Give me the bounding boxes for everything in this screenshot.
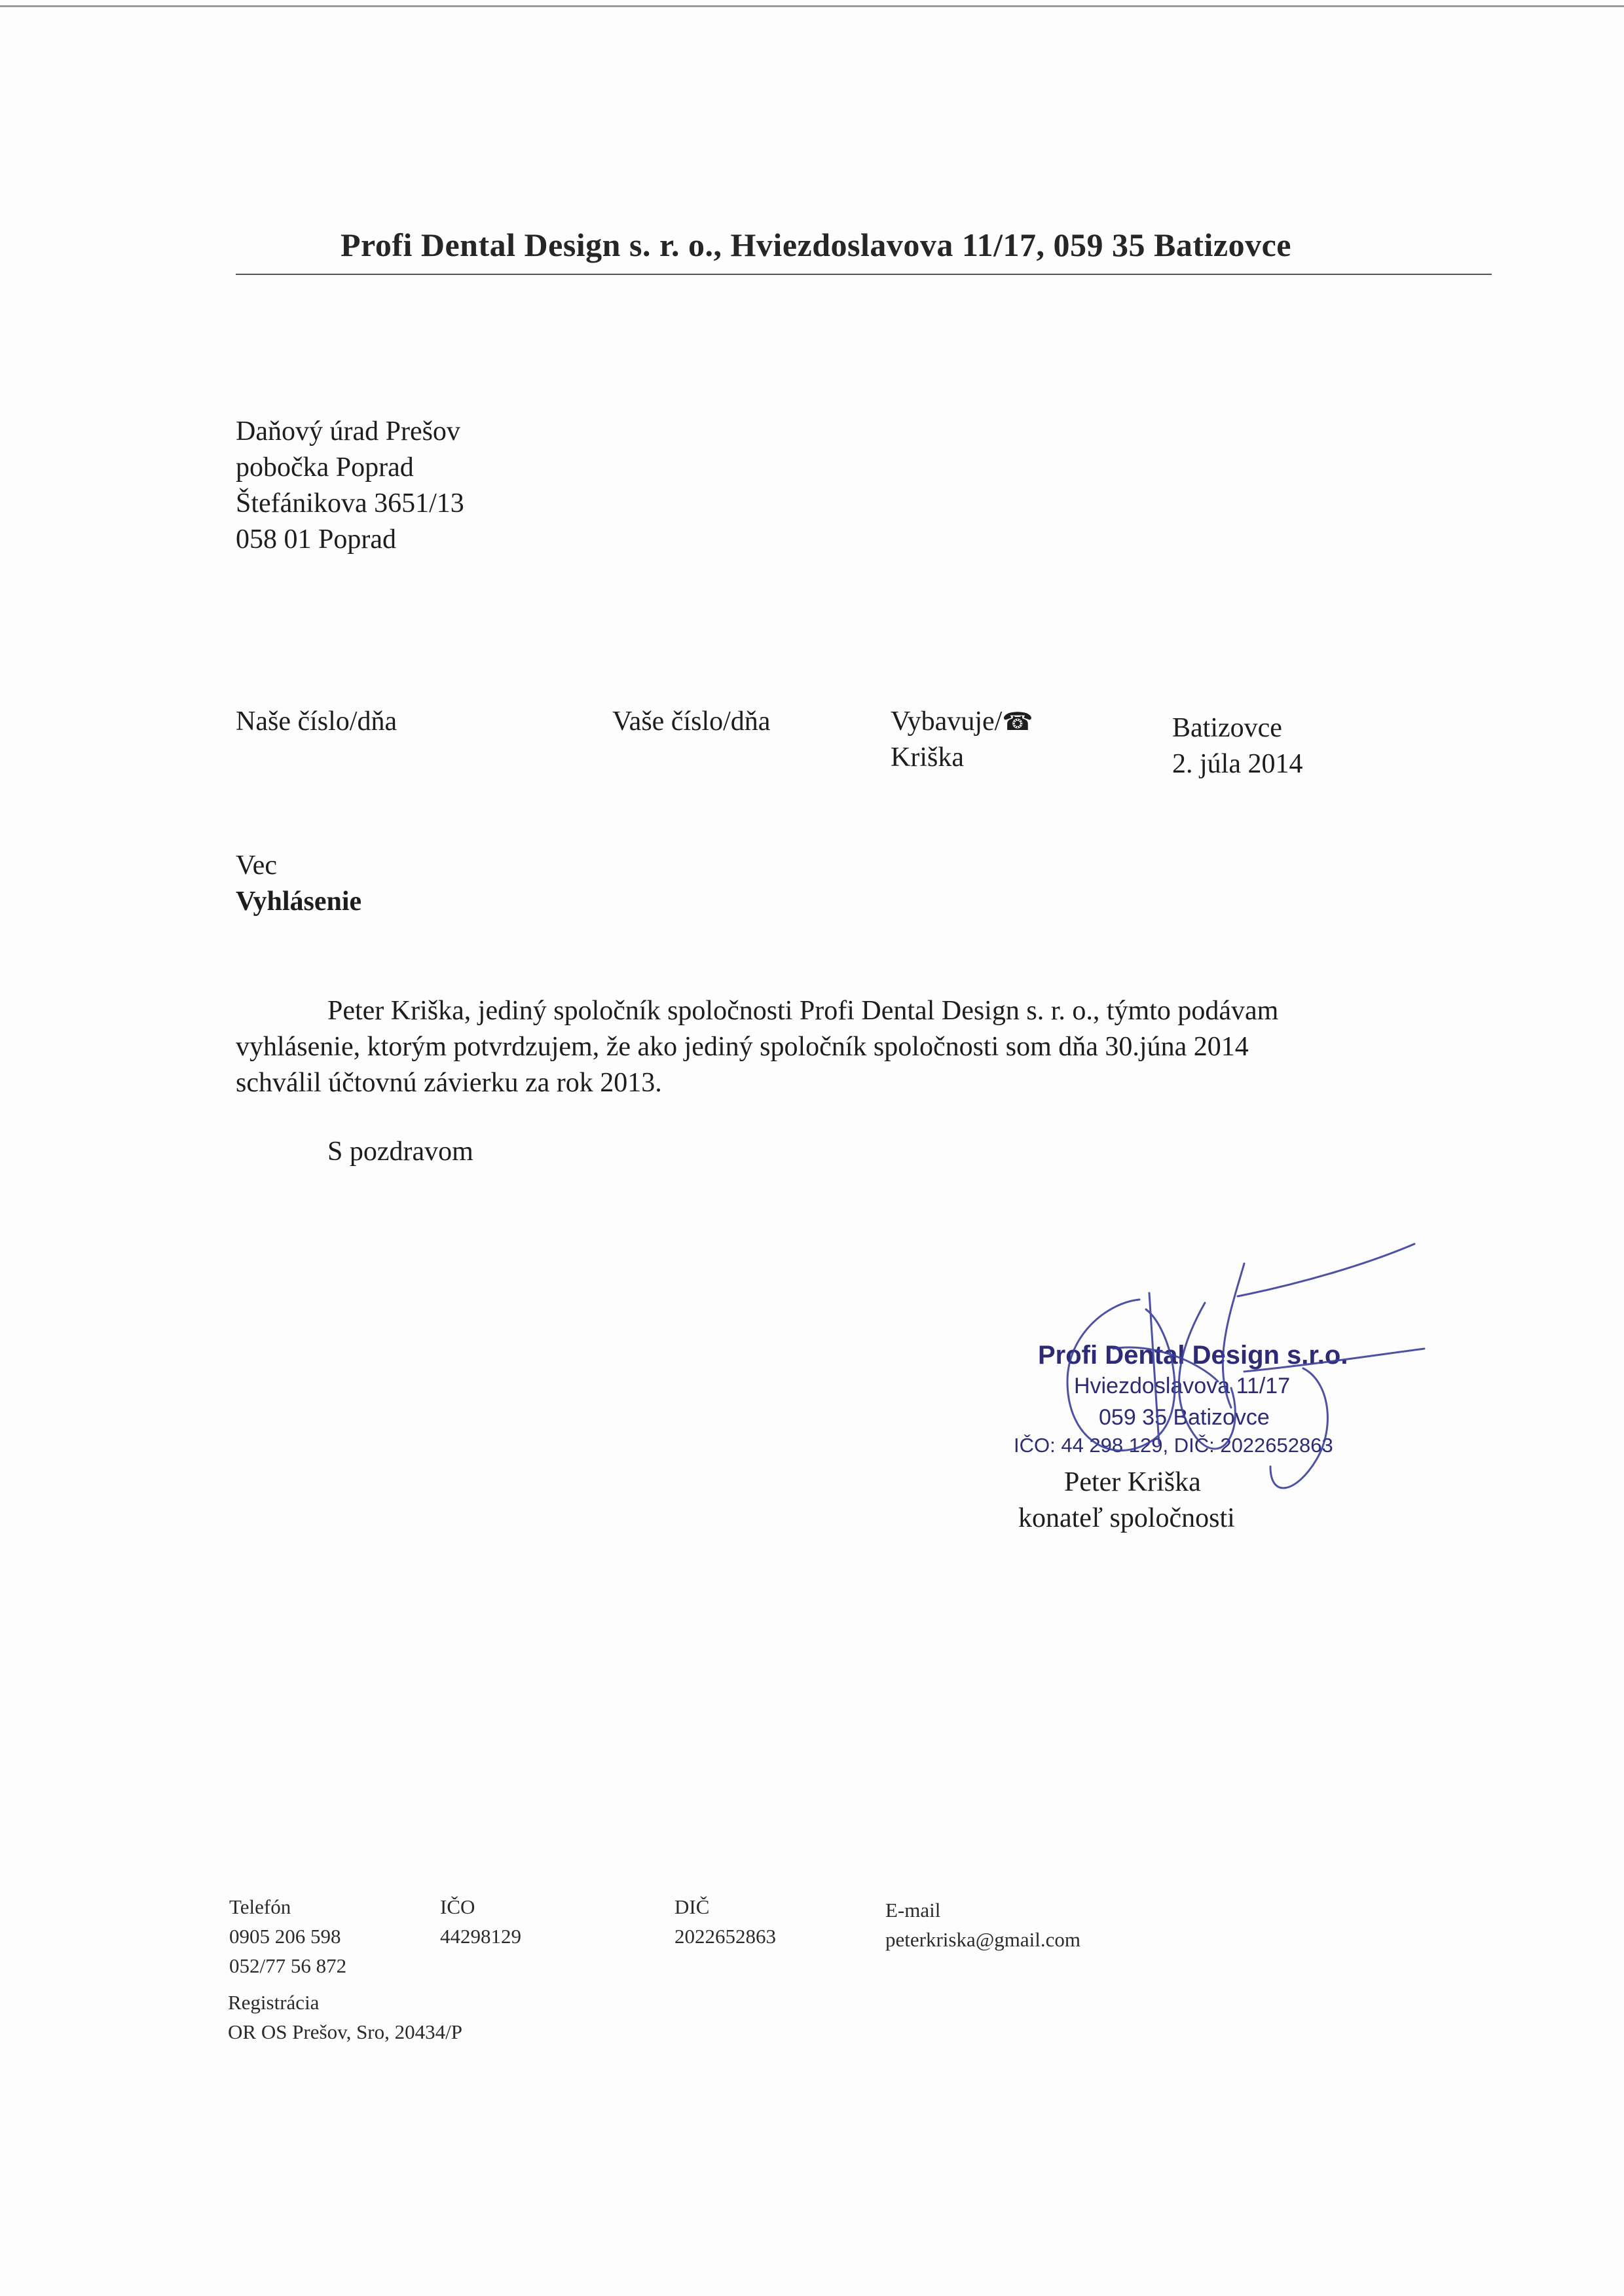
recipient-line-3: Štefánikova 3651/13: [236, 488, 464, 519]
footer-phone: [229, 1892, 346, 1980]
recipient-line-1: Daňový úrad Prešov: [236, 416, 460, 446]
telephone-icon: ☎: [1002, 707, 1033, 736]
handled-by-label: Vybavuje/: [891, 706, 1003, 737]
footer-phone-1: 0905 206 598: [229, 1925, 341, 1948]
footer-dic-value: 2022652863: [674, 1925, 776, 1948]
body-line-3: schválil účtovnú závierku za rok 2013.: [236, 1068, 662, 1098]
stamp-street: Hviezdoslavova 11/17: [1074, 1374, 1291, 1398]
body-line-2: vyhlásenie, ktorým potvrdzujem, že ako jediný spoločník spoločnosti som dňa 30.júna 2014: [236, 1032, 1249, 1062]
footer-phone-label: Telefón: [229, 1895, 291, 1918]
stamp-company: Profi Dental Design s.r.o.: [1038, 1341, 1348, 1370]
subject-label: Vec: [236, 850, 277, 881]
body-line-1: Peter Kriška, jediný spoločník spoločnosti Profi Dental Design s. r. o., týmto podávam: [327, 996, 1279, 1026]
letterhead-company-line: Profi Dental Design s. r. o., Hviezdoslavova 11/17, 059 35 Batizovce: [341, 227, 1291, 263]
place: Batizovce: [1172, 713, 1282, 743]
footer-registration-label: Registrácia: [228, 1991, 320, 2014]
footer-email-value: peterkriska@gmail.com: [885, 1928, 1080, 1951]
footer-ico-label: IČO: [440, 1895, 475, 1918]
footer-phone-2: 052/77 56 872: [229, 1954, 347, 1977]
letter-date: 2. júla 2014: [1172, 749, 1303, 779]
recipient-line-2: pobočka Poprad: [236, 452, 414, 483]
closing-greeting: S pozdravom: [327, 1137, 473, 1167]
footer-ico: [440, 1892, 521, 1951]
footer-email: [885, 1895, 1080, 1954]
footer-email-label: E-mail: [885, 1899, 941, 1922]
footer-dic-label: DIČ: [674, 1895, 710, 1918]
subject-title: Vyhlásenie: [236, 886, 362, 917]
stamp-city: 059 35 Batizovce: [1099, 1405, 1270, 1430]
footer-registration: [228, 1988, 462, 2047]
recipient-line-4: 058 01 Poprad: [236, 524, 396, 555]
footer-registration-value: OR OS Prešov, Sro, 20434/P: [228, 2020, 462, 2043]
footer-ico-value: 44298129: [440, 1925, 521, 1948]
your-ref-label: Vaše číslo/dňa: [612, 706, 771, 737]
handled-by-name: Kriška: [891, 742, 964, 773]
footer-dic: [674, 1892, 776, 1951]
signer-name: Peter Kriška: [1064, 1467, 1201, 1497]
our-ref-label: Naše číslo/dňa: [236, 706, 397, 737]
signer-title: konateľ spoločnosti: [1018, 1503, 1235, 1533]
stamp-ids: IČO: 44 298 129, DIČ: 2022652863: [1014, 1434, 1333, 1457]
